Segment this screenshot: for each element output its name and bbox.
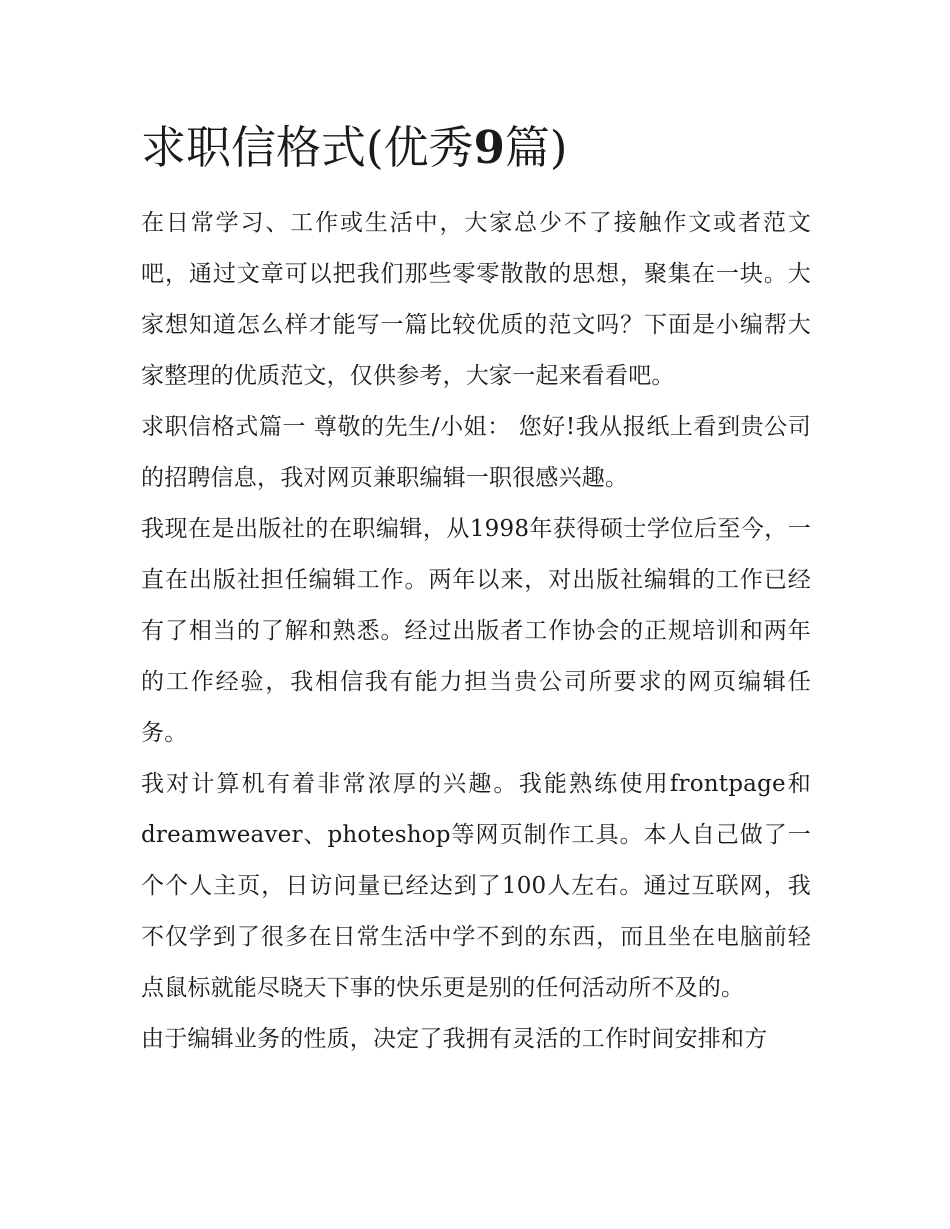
greeting-paragraph: 求职信格式篇一 尊敬的先生/小姐： 您好!我从报纸上看到贵公司的招聘信息，我对网页兼职编辑一职很感兴趣。 — [141, 414, 811, 491]
title-suffix: 篇) — [504, 121, 568, 174]
closing-paragraph: 由于编辑业务的性质，决定了我拥有灵活的工作时间安排和方 — [141, 1026, 768, 1052]
document-body — [141, 198, 811, 1065]
page-title — [141, 118, 811, 178]
experience-paragraph: 我现在是出版社的在职编辑，从1998年获得硕士学位后至今，一直在出版社担任编辑工作。两年以来，对出版社编辑的工作已经有了相当的了解和熟悉。经过出版者工作协会的正规培训和两年的工作经验，我相信我有能力担当贵公司所要求的网页编辑任务。 — [141, 516, 811, 746]
skills-paragraph: 我对计算机有着非常浓厚的兴趣。我能熟练使用frontpage和dreamweaver、photeshop等网页制作工具。本人自己做了一个个人主页，日访问量已经达到了100人左右。通过互联网，我不仅学到了很多在日常生活中学不到的东西，而且坐在电脑前轻点鼠标就能尽晓天下事的快乐更是别的任何活动所不及的。 — [141, 771, 811, 1001]
document-content — [141, 118, 811, 1065]
title-prefix: 求职信格式(优秀 — [141, 121, 474, 174]
title-number: 9 — [473, 121, 505, 174]
intro-paragraph: 在日常学习、工作或生活中，大家总少不了接触作文或者范文吧，通过文章可以把我们那些零零散散的思想，聚集在一块。大家想知道怎么样才能写一篇比较优质的范文吗？下面是小编帮大家整理的优质范文，仅供参考，大家一起来看看吧。 — [141, 210, 811, 389]
